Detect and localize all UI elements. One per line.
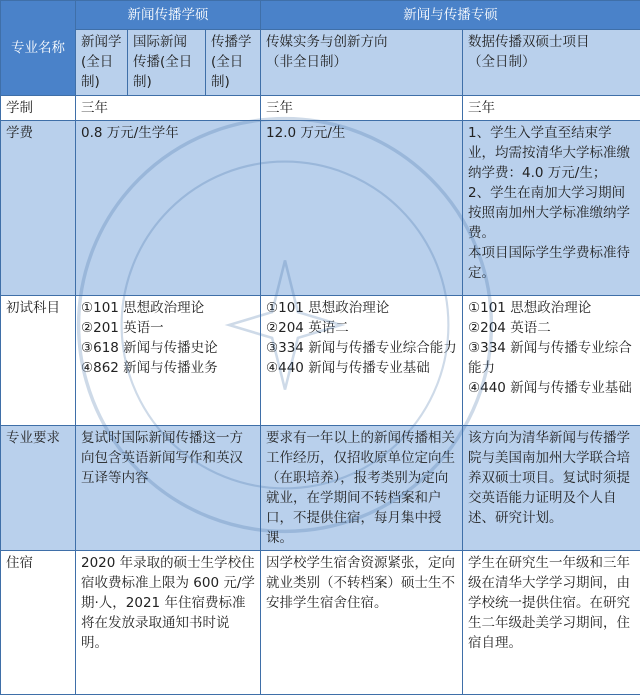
row-label-program: 专业名称 <box>1 1 76 96</box>
cell-line: ②204 英语二 <box>468 318 635 338</box>
cell <box>463 296 640 426</box>
cell-line: ④862 新闻与传播业务 <box>81 358 255 378</box>
table-row-requirements <box>1 426 640 551</box>
row-label: 住宿 <box>1 551 76 695</box>
table-row-tuition <box>1 121 640 296</box>
cell-line: ③334 新闻与传播专业综合能力 <box>468 338 635 378</box>
cell: 三年 <box>76 96 261 121</box>
row-label: 专业要求 <box>1 426 76 551</box>
cell-line: ①101 思想政治理论 <box>81 298 255 318</box>
program-intl-journalism: 国际新闻传播(全日制) <box>128 30 206 96</box>
cell: 复试时国际新闻传播这一方向包含英语新闻写作和英汉互译等内容 <box>76 426 261 551</box>
table-row-housing <box>1 551 640 695</box>
cell: 12.0 万元/生 <box>261 121 463 296</box>
cell-line: ④440 新闻与传播专业基础 <box>468 378 635 398</box>
cell-line: ②201 英语一 <box>81 318 255 338</box>
cell-line: 2、学生在南加大学习期间按照南加州大学标准缴纳学费。 <box>468 183 635 243</box>
cell-line: ①101 思想政治理论 <box>468 298 635 318</box>
cell-line: ③618 新闻与传播史论 <box>81 338 255 358</box>
group-academic-master: 新闻传播学硕 <box>76 1 261 30</box>
cell: 该方向为清华新闻与传播学院与美国南加州大学联合培养双硕士项目。复试时须提交英语能力证明及个人自述、研究计划。 <box>463 426 640 551</box>
cell: 要求有一年以上的新闻传播相关工作经历，仅招收原单位定向生（在职培养），报考类别为定向就业，在学期间不转档案和户口，不提供住宿，每月集中授课。 <box>261 426 463 551</box>
group-professional-master: 新闻与传播专硕 <box>261 1 640 30</box>
cell-line: ③334 新闻与传播专业综合能力 <box>266 338 457 358</box>
row-label: 初试科目 <box>1 296 76 426</box>
row-label: 学费 <box>1 121 76 296</box>
cell-line: 1、学生入学直至结束学业，均需按清华大学标准缴纳学费：4.0 万元/生； <box>468 123 635 183</box>
table-row-exam <box>1 296 640 426</box>
cell: 三年 <box>463 96 640 121</box>
cell: 学生在研究生一年级和三年级在清华大学学习期间，由学校统一提供住宿。在研究生二年级赴美学习期间，住宿自理。 <box>463 551 640 695</box>
cell <box>463 121 640 296</box>
program-journalism: 新闻学(全日制) <box>76 30 128 96</box>
cell <box>76 296 261 426</box>
program-data-communication: 数据传播双硕士项目 （全日制） <box>463 30 640 96</box>
cell-line: 本项目国际学生学费标准待定。 <box>468 243 635 283</box>
header-row-groups <box>1 1 640 30</box>
cell-line: ①101 思想政治理论 <box>266 298 457 318</box>
table-row-duration <box>1 96 640 121</box>
cell: 2020 年录取的硕士生学校住宿收费标准上限为 600 元/学期·人，2021 年住宿费标准将在发放录取通知书时说明。 <box>76 551 261 695</box>
cell-line: ④440 新闻与传播专业基础 <box>266 358 457 378</box>
program-communication: 传播学(全日制) <box>206 30 261 96</box>
program-media-practice: 传媒实务与创新方向 （非全日制） <box>261 30 463 96</box>
header-row-programs <box>1 30 640 96</box>
cell: 0.8 万元/生学年 <box>76 121 261 296</box>
cell-line: ②204 英语二 <box>266 318 457 338</box>
cell <box>261 296 463 426</box>
cell: 三年 <box>261 96 463 121</box>
row-label: 学制 <box>1 96 76 121</box>
cell: 因学校学生宿舍资源紧张，定向就业类别（不转档案）硕士生不安排学生宿舍住宿。 <box>261 551 463 695</box>
